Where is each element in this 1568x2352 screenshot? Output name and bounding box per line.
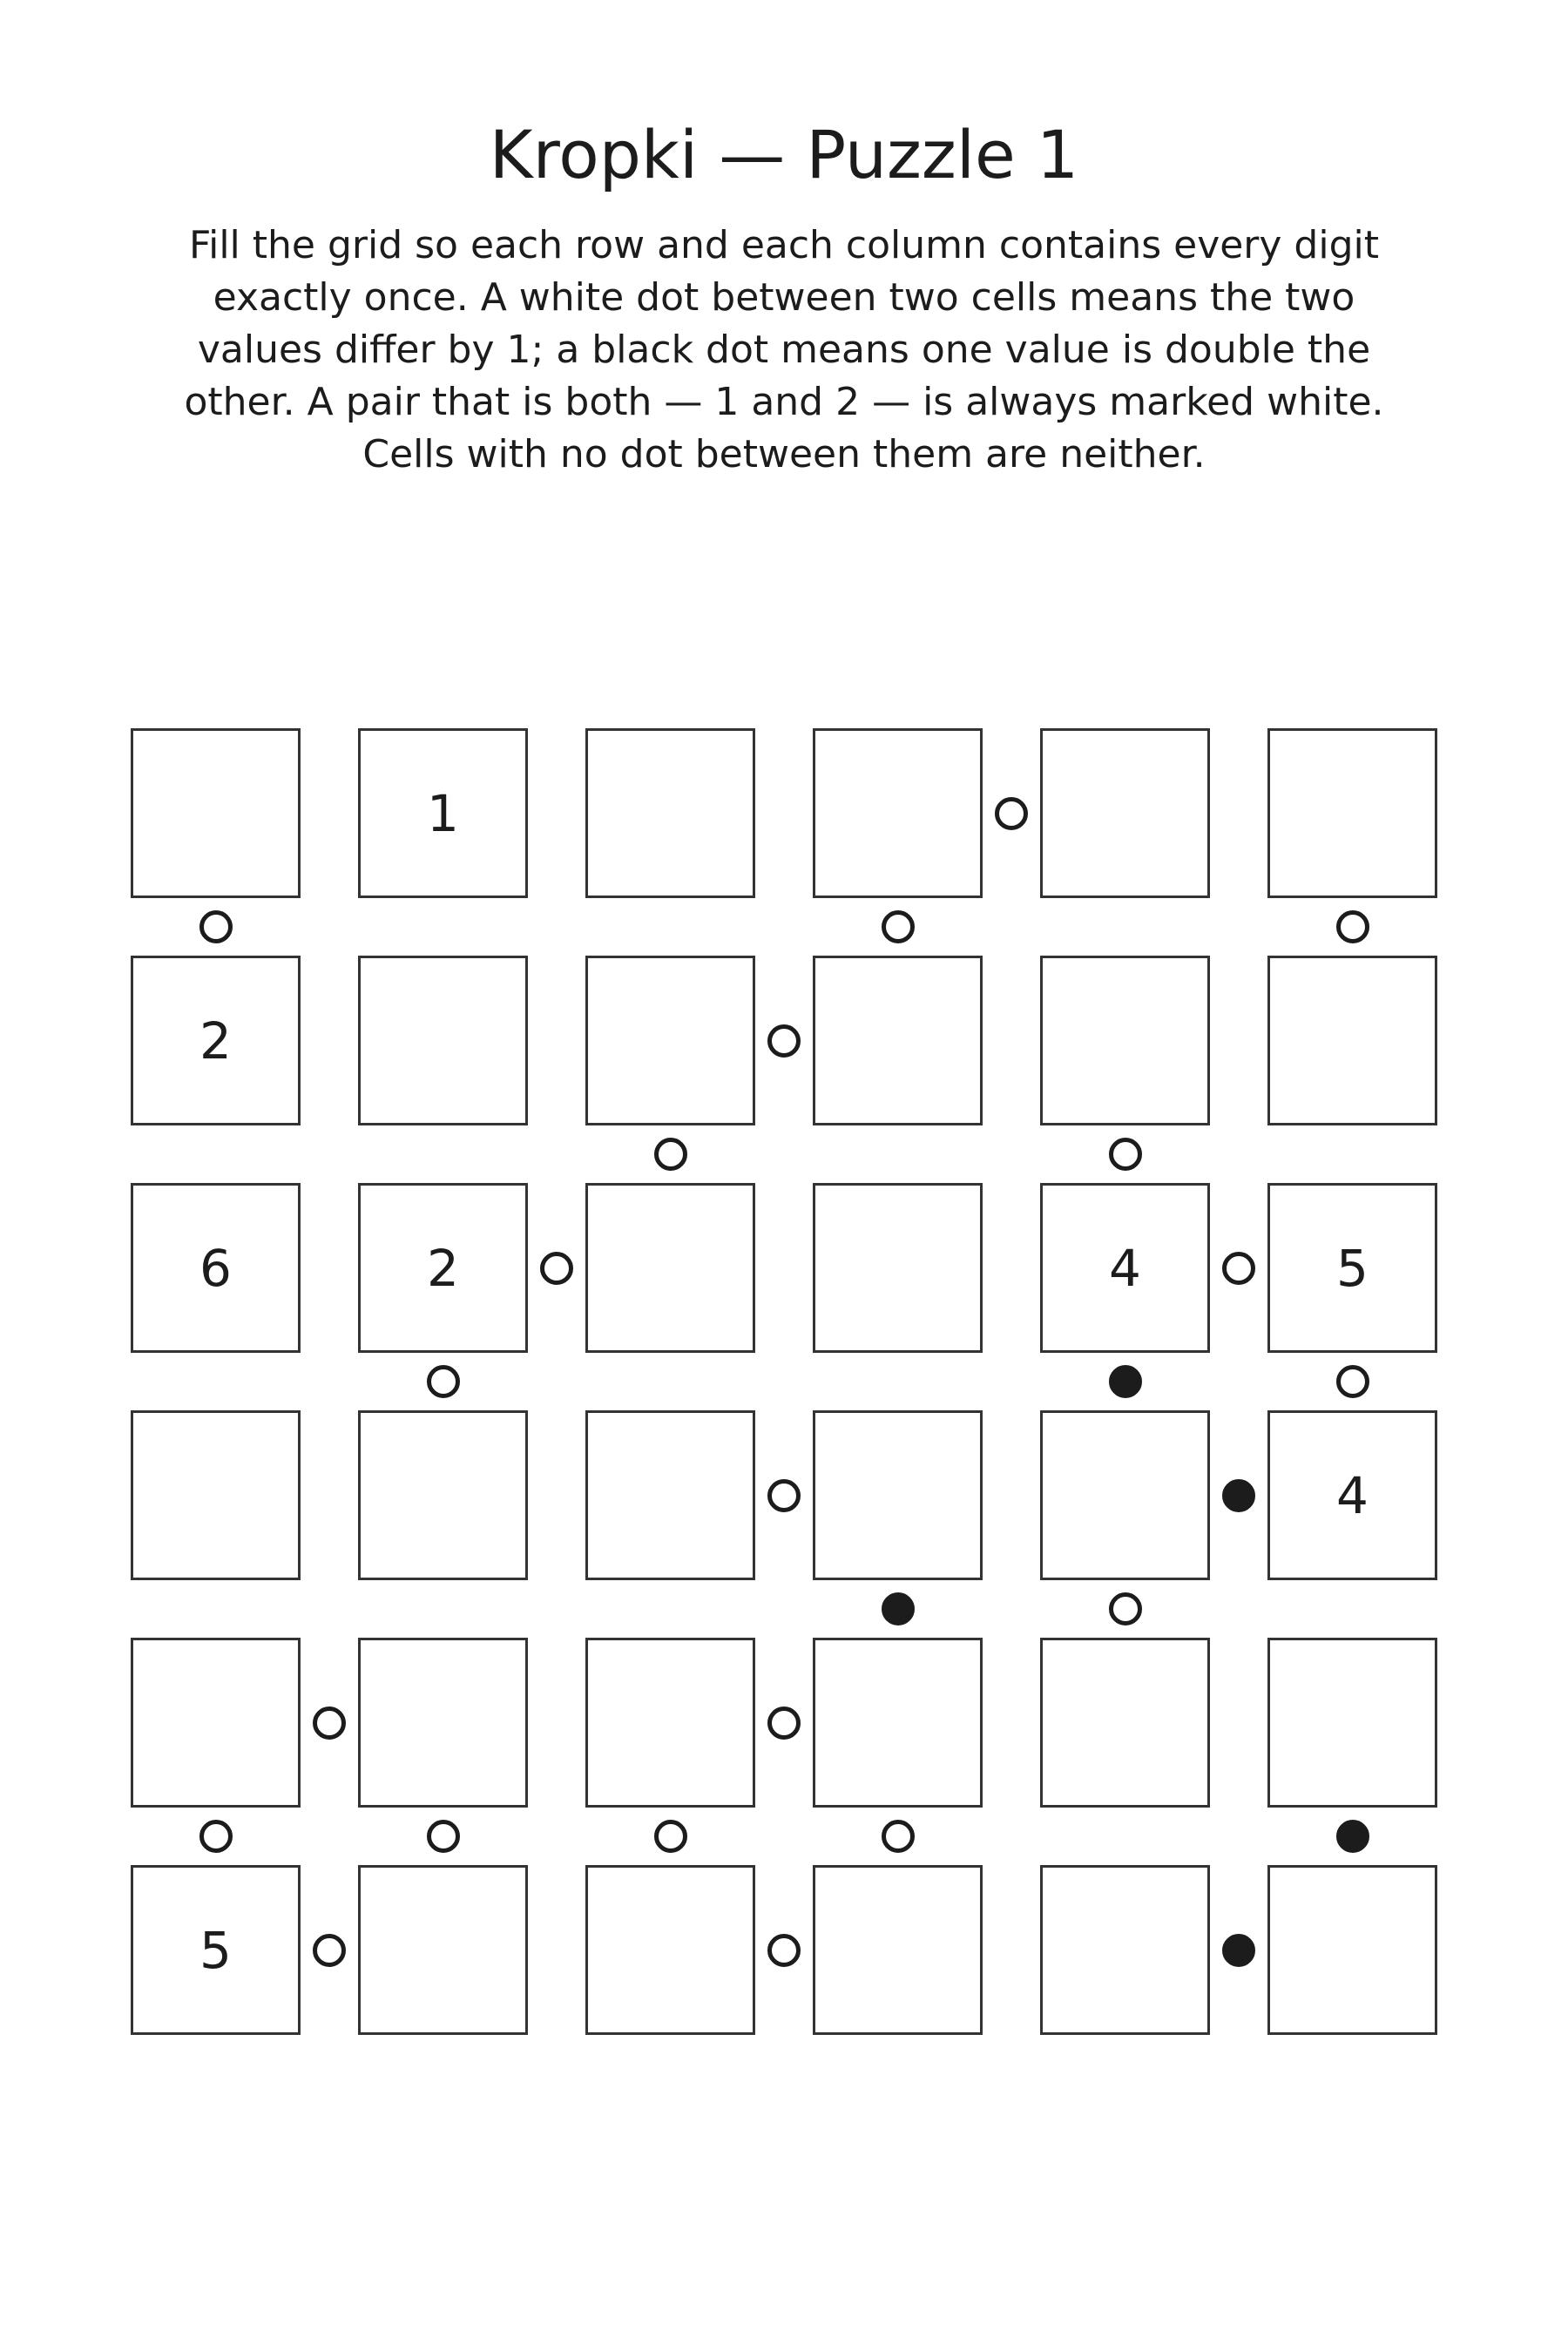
grid-cell[interactable]	[1040, 728, 1210, 898]
white-dot-icon	[654, 1138, 687, 1171]
grid-cell[interactable]: 6	[131, 1183, 301, 1353]
grid-cell[interactable]	[358, 1865, 528, 2035]
grid-cell[interactable]	[358, 1410, 528, 1580]
white-dot-icon	[1336, 1365, 1369, 1398]
black-dot-icon	[882, 1592, 915, 1625]
grid-cell[interactable]	[358, 1638, 528, 1808]
white-dot-icon	[540, 1252, 573, 1285]
grid-cell[interactable]: 1	[358, 728, 528, 898]
grid-cell[interactable]	[585, 1638, 755, 1808]
grid-cell[interactable]	[1040, 956, 1210, 1125]
grid-cell[interactable]	[585, 1183, 755, 1353]
black-dot-icon	[1222, 1934, 1255, 1967]
instructions-line: exactly once. A white dot between two cells means the two	[213, 275, 1355, 320]
grid-cell[interactable]	[813, 956, 983, 1125]
grid-cell[interactable]	[1267, 956, 1437, 1125]
grid-cell[interactable]	[813, 1865, 983, 2035]
grid-cell[interactable]	[813, 728, 983, 898]
grid-cell[interactable]	[585, 1410, 755, 1580]
grid-cell[interactable]: 4	[1040, 1183, 1210, 1353]
white-dot-icon	[1109, 1592, 1142, 1625]
white-dot-icon	[995, 797, 1028, 830]
grid-cell[interactable]: 5	[131, 1865, 301, 2035]
white-dot-icon	[199, 910, 233, 943]
white-dot-icon	[313, 1707, 346, 1740]
white-dot-icon	[1109, 1138, 1142, 1171]
grid-cell[interactable]	[813, 1183, 983, 1353]
grid-cell[interactable]	[131, 1410, 301, 1580]
grid-cell[interactable]	[585, 728, 755, 898]
instructions-line: Fill the grid so each row and each column contains every digit	[189, 223, 1379, 267]
grid-cell[interactable]	[131, 728, 301, 898]
white-dot-icon	[313, 1934, 346, 1967]
grid-cell[interactable]	[585, 1865, 755, 2035]
white-dot-icon	[767, 1707, 801, 1740]
grid-cell[interactable]: 4	[1267, 1410, 1437, 1580]
black-dot-icon	[1336, 1820, 1369, 1853]
white-dot-icon	[1222, 1252, 1255, 1285]
grid-cell[interactable]	[1040, 1865, 1210, 2035]
white-dot-icon	[767, 1934, 801, 1967]
grid-cell[interactable]: 5	[1267, 1183, 1437, 1353]
grid-cell[interactable]	[1267, 1865, 1437, 2035]
grid-cell[interactable]	[1267, 1638, 1437, 1808]
puzzle-title: Kropki — Puzzle 1	[489, 116, 1079, 193]
grid-cell[interactable]	[813, 1638, 983, 1808]
white-dot-icon	[767, 1024, 801, 1058]
instructions-line: Cells with no dot between them are neither.	[362, 432, 1206, 476]
white-dot-icon	[1336, 910, 1369, 943]
grid-cell[interactable]	[1040, 1410, 1210, 1580]
white-dot-icon	[199, 1820, 233, 1853]
black-dot-icon	[1222, 1479, 1255, 1512]
grid-cell[interactable]	[585, 956, 755, 1125]
white-dot-icon	[882, 1820, 915, 1853]
white-dot-icon	[427, 1365, 460, 1398]
grid-cell[interactable]	[1267, 728, 1437, 898]
grid-cell[interactable]: 2	[131, 956, 301, 1125]
grid-cell[interactable]	[813, 1410, 983, 1580]
grid-cell[interactable]	[131, 1638, 301, 1808]
grid-cell[interactable]	[1040, 1638, 1210, 1808]
white-dot-icon	[654, 1820, 687, 1853]
white-dot-icon	[427, 1820, 460, 1853]
white-dot-icon	[767, 1479, 801, 1512]
grid-cell[interactable]	[358, 956, 528, 1125]
black-dot-icon	[1109, 1365, 1142, 1398]
white-dot-icon	[882, 910, 915, 943]
instructions-line: other. A pair that is both — 1 and 2 — is always marked white.	[184, 380, 1384, 424]
instructions-line: values differ by 1; a black dot means one value is double the	[197, 328, 1371, 372]
grid-cell[interactable]: 2	[358, 1183, 528, 1353]
